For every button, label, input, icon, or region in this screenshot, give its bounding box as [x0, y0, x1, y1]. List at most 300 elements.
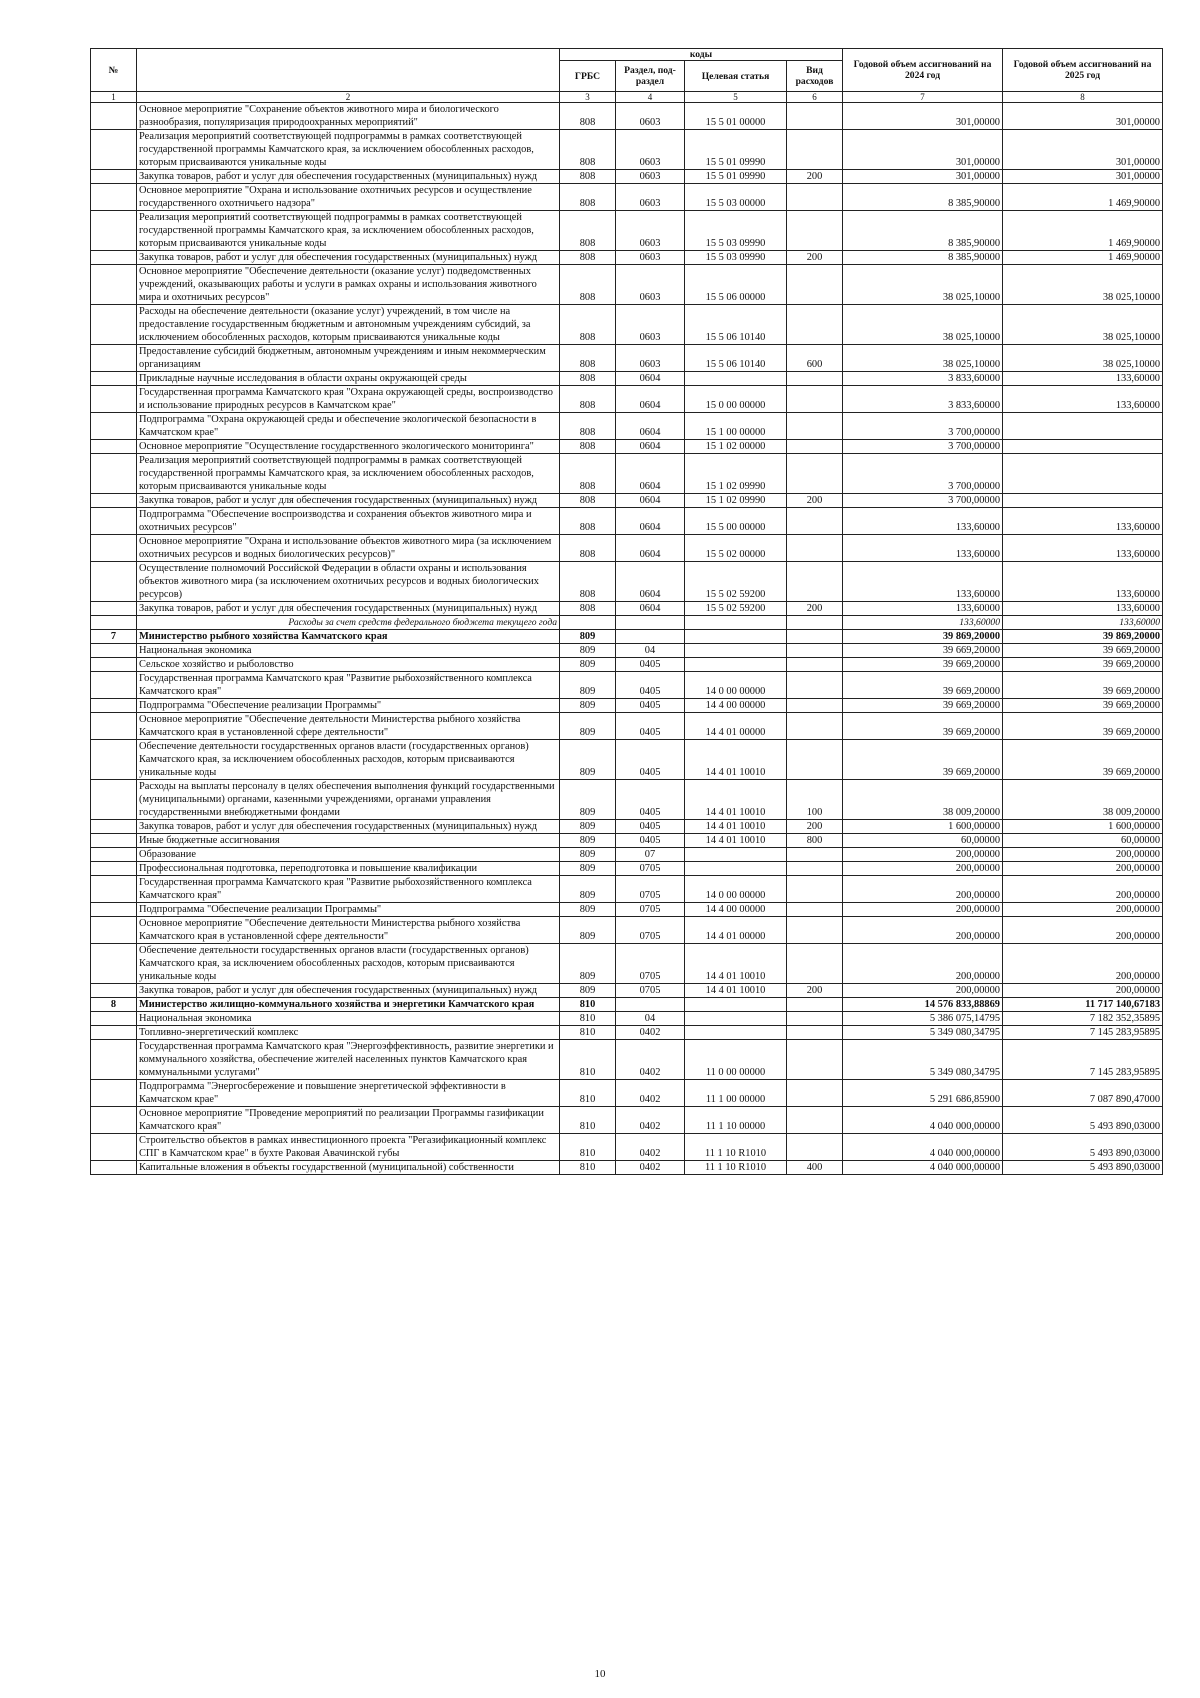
- header-index: 8: [1003, 92, 1163, 103]
- grbs-cell: 808: [560, 372, 616, 386]
- grbs-cell: 809: [560, 672, 616, 699]
- row-number-cell: [91, 345, 137, 372]
- amount-2024-cell: 38 025,10000: [843, 305, 1003, 345]
- amount-2025-cell: 5 493 890,03000: [1003, 1161, 1163, 1175]
- grbs-cell: 809: [560, 713, 616, 740]
- row-number-cell: [91, 508, 137, 535]
- expense-type-cell: [787, 130, 843, 170]
- expense-type-cell: [787, 917, 843, 944]
- row-number-cell: [91, 1107, 137, 1134]
- row-number-cell: [91, 658, 137, 672]
- razdel-cell: 0405: [616, 740, 685, 780]
- razdel-cell: 04: [616, 1012, 685, 1026]
- razdel-cell: 0405: [616, 672, 685, 699]
- grbs-cell: 808: [560, 251, 616, 265]
- row-name-cell: Иные бюджетные ассигнования: [137, 834, 560, 848]
- amount-2025-cell: 39 669,20000: [1003, 672, 1163, 699]
- razdel-cell: 0604: [616, 508, 685, 535]
- amount-2025-cell: 200,00000: [1003, 876, 1163, 903]
- expense-type-cell: [787, 1040, 843, 1080]
- amount-2024-cell: 39 669,20000: [843, 672, 1003, 699]
- row-number-cell: [91, 740, 137, 780]
- target-article-cell: 14 0 00 00000: [685, 672, 787, 699]
- amount-2025-cell: 39 669,20000: [1003, 740, 1163, 780]
- expense-type-cell: 200: [787, 170, 843, 184]
- grbs-cell: 809: [560, 862, 616, 876]
- expense-type-cell: 200: [787, 820, 843, 834]
- row-number-cell: [91, 820, 137, 834]
- row-name-cell: Основное мероприятие "Обеспечение деятельности Министерства рыбного хозяйства Камчатского края в установленной сфере деятельности": [137, 713, 560, 740]
- row-number-cell: [91, 848, 137, 862]
- target-article-cell: 15 5 03 09990: [685, 211, 787, 251]
- razdel-cell: 0603: [616, 103, 685, 130]
- target-article-cell: 15 5 02 00000: [685, 535, 787, 562]
- row-name-cell: Закупка товаров, работ и услуг для обеспечения государственных (муниципальных) нужд: [137, 602, 560, 616]
- razdel-cell: 0402: [616, 1026, 685, 1040]
- header-razdel: Раздел, под-раздел: [616, 61, 685, 92]
- row-name-cell: Подпрограмма "Охрана окружающей среды и обеспечение экологической безопасности в Камчатском крае": [137, 413, 560, 440]
- amount-2024-cell: 60,00000: [843, 834, 1003, 848]
- razdel-cell: 0603: [616, 345, 685, 372]
- amount-2025-cell: 7 145 283,95895: [1003, 1026, 1163, 1040]
- razdel-cell: 0603: [616, 251, 685, 265]
- target-article-cell: 11 1 10 R1010: [685, 1161, 787, 1175]
- row-name-cell: Закупка товаров, работ и услуг для обеспечения государственных (муниципальных) нужд: [137, 170, 560, 184]
- row-name-cell: Подпрограмма "Обеспечение реализации Программы": [137, 699, 560, 713]
- amount-2024-cell: 200,00000: [843, 944, 1003, 984]
- razdel-cell: 0405: [616, 713, 685, 740]
- table-row: [91, 944, 1163, 984]
- row-number-cell: [91, 917, 137, 944]
- grbs-cell: [560, 616, 616, 630]
- expense-type-cell: 400: [787, 1161, 843, 1175]
- grbs-cell: 809: [560, 944, 616, 984]
- amount-2024-cell: 301,00000: [843, 103, 1003, 130]
- amount-2024-cell: 39 669,20000: [843, 740, 1003, 780]
- row-number-cell: [91, 494, 137, 508]
- target-article-cell: 15 1 02 09990: [685, 454, 787, 494]
- target-article-cell: [685, 1026, 787, 1040]
- expense-type-cell: [787, 1134, 843, 1161]
- table-row: [91, 998, 1163, 1012]
- expense-type-cell: [787, 1026, 843, 1040]
- grbs-cell: 808: [560, 386, 616, 413]
- expense-type-cell: [787, 998, 843, 1012]
- amount-2025-cell: [1003, 413, 1163, 440]
- header-2025: Годовой объем ассигнований на 2025 год: [1003, 49, 1163, 92]
- row-number-cell: [91, 862, 137, 876]
- amount-2025-cell: 200,00000: [1003, 862, 1163, 876]
- amount-2025-cell: 39 869,20000: [1003, 630, 1163, 644]
- row-name-cell: Государственная программа Камчатского края "Развитие рыбохозяйственного комплекса Камчатского края": [137, 672, 560, 699]
- row-name-cell: Расходы за счет средств федерального бюджета текущего года: [137, 616, 560, 630]
- expense-type-cell: [787, 713, 843, 740]
- grbs-cell: 808: [560, 440, 616, 454]
- grbs-cell: 810: [560, 1134, 616, 1161]
- razdel-cell: 0604: [616, 562, 685, 602]
- row-number-cell: [91, 834, 137, 848]
- table-row: [91, 413, 1163, 440]
- grbs-cell: 809: [560, 876, 616, 903]
- table-row: [91, 1107, 1163, 1134]
- razdel-cell: 0705: [616, 903, 685, 917]
- amount-2024-cell: 39 669,20000: [843, 658, 1003, 672]
- row-name-cell: Сельское хозяйство и рыболовство: [137, 658, 560, 672]
- row-name-cell: Подпрограмма "Энергосбережение и повышение энергетической эффективности в Камчатском крае": [137, 1080, 560, 1107]
- amount-2024-cell: 200,00000: [843, 862, 1003, 876]
- header-index: 2: [137, 92, 560, 103]
- table-row: [91, 834, 1163, 848]
- table-row: [91, 984, 1163, 998]
- amount-2024-cell: 14 576 833,88869: [843, 998, 1003, 1012]
- row-name-cell: Осуществление полномочий Российской Федерации в области охраны и использования объектов животного мира (за исключением охотничьих ресурсов и водных биологических ресурсов): [137, 562, 560, 602]
- table-row: [91, 265, 1163, 305]
- expense-type-cell: [787, 644, 843, 658]
- table-row: [91, 1080, 1163, 1107]
- amount-2024-cell: 133,60000: [843, 508, 1003, 535]
- target-article-cell: 14 4 01 10010: [685, 834, 787, 848]
- grbs-cell: 808: [560, 535, 616, 562]
- row-name-cell: Расходы на выплаты персоналу в целях обеспечения выполнения функций государственными (муниципальными) органами, казенными учреждениями, органами управления государственными внебюджетными фондами: [137, 780, 560, 820]
- amount-2024-cell: 3 700,00000: [843, 454, 1003, 494]
- expense-type-cell: [787, 305, 843, 345]
- amount-2024-cell: 200,00000: [843, 903, 1003, 917]
- target-article-cell: 15 1 02 09990: [685, 494, 787, 508]
- amount-2025-cell: 39 669,20000: [1003, 644, 1163, 658]
- target-article-cell: 11 0 00 00000: [685, 1040, 787, 1080]
- amount-2025-cell: 200,00000: [1003, 984, 1163, 998]
- row-number-cell: [91, 170, 137, 184]
- target-article-cell: [685, 862, 787, 876]
- expense-type-cell: 100: [787, 780, 843, 820]
- table-row: [91, 130, 1163, 170]
- razdel-cell: 0402: [616, 1161, 685, 1175]
- target-article-cell: [685, 630, 787, 644]
- row-name-cell: Национальная экономика: [137, 1012, 560, 1026]
- grbs-cell: 810: [560, 1012, 616, 1026]
- amount-2024-cell: 38 009,20000: [843, 780, 1003, 820]
- amount-2024-cell: 8 385,90000: [843, 211, 1003, 251]
- target-article-cell: 14 4 01 00000: [685, 917, 787, 944]
- amount-2025-cell: 11 717 140,67183: [1003, 998, 1163, 1012]
- row-number-cell: [91, 699, 137, 713]
- amount-2025-cell: 200,00000: [1003, 917, 1163, 944]
- amount-2025-cell: 38 009,20000: [1003, 780, 1163, 820]
- row-number-cell: [91, 130, 137, 170]
- amount-2025-cell: 60,00000: [1003, 834, 1163, 848]
- amount-2025-cell: 1 469,90000: [1003, 184, 1163, 211]
- row-number-cell: [91, 1012, 137, 1026]
- target-article-cell: [685, 1012, 787, 1026]
- amount-2024-cell: 39 669,20000: [843, 713, 1003, 740]
- grbs-cell: 808: [560, 130, 616, 170]
- row-number-cell: [91, 644, 137, 658]
- grbs-cell: 809: [560, 740, 616, 780]
- row-name-cell: Государственная программа Камчатского края "Энергоэффективность, развитие энергетики и коммунального хозяйства, обеспечение жителей населенных пунктов Камчатского края коммунальными услугами": [137, 1040, 560, 1080]
- target-article-cell: 14 4 01 10010: [685, 780, 787, 820]
- row-number-cell: [91, 602, 137, 616]
- grbs-cell: 809: [560, 820, 616, 834]
- target-article-cell: 11 1 00 00000: [685, 1080, 787, 1107]
- razdel-cell: 0705: [616, 984, 685, 998]
- grbs-cell: 808: [560, 170, 616, 184]
- target-article-cell: 14 4 01 00000: [685, 713, 787, 740]
- razdel-cell: 0603: [616, 130, 685, 170]
- row-name-cell: Закупка товаров, работ и услуг для обеспечения государственных (муниципальных) нужд: [137, 494, 560, 508]
- row-name-cell: Прикладные научные исследования в области охраны окружающей среды: [137, 372, 560, 386]
- grbs-cell: 809: [560, 644, 616, 658]
- header-2024: Годовой объем ассигнований на 2024 год: [843, 49, 1003, 92]
- table-row: [91, 494, 1163, 508]
- table-row: [91, 170, 1163, 184]
- target-article-cell: [685, 658, 787, 672]
- table-row: [91, 1012, 1163, 1026]
- table-row: [91, 658, 1163, 672]
- target-article-cell: 15 5 03 00000: [685, 184, 787, 211]
- amount-2024-cell: 5 349 080,34795: [843, 1026, 1003, 1040]
- row-name-cell: Реализация мероприятий соответствующей подпрограммы в рамках соответствующей государственной программы Камчатского края, за исключением обособленных расходов, которым присваиваются уникальные коды: [137, 454, 560, 494]
- razdel-cell: 0604: [616, 440, 685, 454]
- expense-type-cell: [787, 862, 843, 876]
- row-number-cell: [91, 440, 137, 454]
- grbs-cell: 810: [560, 1040, 616, 1080]
- row-name-cell: Строительство объектов в рамках инвестиционного проекта "Регазификационный комплекс СПГ в Камчатском крае" в бухте Раковая Авачинской губы: [137, 1134, 560, 1161]
- razdel-cell: 0705: [616, 944, 685, 984]
- target-article-cell: 15 1 02 00000: [685, 440, 787, 454]
- target-article-cell: 14 4 01 10010: [685, 984, 787, 998]
- table-row: [91, 616, 1163, 630]
- amount-2025-cell: 301,00000: [1003, 130, 1163, 170]
- target-article-cell: [685, 998, 787, 1012]
- row-name-cell: Подпрограмма "Обеспечение воспроизводства и сохранения объектов животного мира и охотничьих ресурсов": [137, 508, 560, 535]
- grbs-cell: 808: [560, 413, 616, 440]
- grbs-cell: 809: [560, 984, 616, 998]
- expense-type-cell: [787, 944, 843, 984]
- amount-2024-cell: 38 025,10000: [843, 265, 1003, 305]
- grbs-cell: 809: [560, 630, 616, 644]
- amount-2025-cell: 200,00000: [1003, 848, 1163, 862]
- razdel-cell: 04: [616, 644, 685, 658]
- amount-2025-cell: 39 669,20000: [1003, 699, 1163, 713]
- amount-2025-cell: 7 182 352,35895: [1003, 1012, 1163, 1026]
- target-article-cell: 15 0 00 00000: [685, 386, 787, 413]
- expense-type-cell: [787, 903, 843, 917]
- row-number-cell: [91, 535, 137, 562]
- razdel-cell: 0603: [616, 305, 685, 345]
- expense-type-cell: 600: [787, 345, 843, 372]
- amount-2024-cell: 8 385,90000: [843, 251, 1003, 265]
- row-number-cell: [91, 616, 137, 630]
- table-row: [91, 440, 1163, 454]
- expense-type-cell: [787, 562, 843, 602]
- table-row: [91, 862, 1163, 876]
- amount-2024-cell: 301,00000: [843, 130, 1003, 170]
- razdel-cell: 0405: [616, 780, 685, 820]
- grbs-cell: 810: [560, 1161, 616, 1175]
- razdel-cell: 0402: [616, 1107, 685, 1134]
- expense-type-cell: [787, 265, 843, 305]
- table-row: [91, 211, 1163, 251]
- expense-type-cell: 200: [787, 984, 843, 998]
- amount-2024-cell: 3 833,60000: [843, 386, 1003, 413]
- row-number-cell: [91, 386, 137, 413]
- table-row: [91, 848, 1163, 862]
- expense-type-cell: [787, 1080, 843, 1107]
- grbs-cell: 808: [560, 211, 616, 251]
- razdel-cell: 0603: [616, 265, 685, 305]
- razdel-cell: 0604: [616, 372, 685, 386]
- amount-2025-cell: 133,60000: [1003, 616, 1163, 630]
- target-article-cell: 15 5 03 09990: [685, 251, 787, 265]
- table-row: [91, 184, 1163, 211]
- header-index-row: [91, 92, 1163, 103]
- target-article-cell: 15 5 01 00000: [685, 103, 787, 130]
- row-number-cell: [91, 562, 137, 602]
- expense-type-cell: [787, 184, 843, 211]
- amount-2025-cell: [1003, 454, 1163, 494]
- razdel-cell: 0402: [616, 1080, 685, 1107]
- row-name-cell: Основное мероприятие "Проведение мероприятий по реализации Программы газификации Камчатского края": [137, 1107, 560, 1134]
- amount-2024-cell: 38 025,10000: [843, 345, 1003, 372]
- row-name-cell: Реализация мероприятий соответствующей подпрограммы в рамках соответствующей государственной программы Камчатского края, за исключением обособленных расходов, которым присваиваются уникальные коды: [137, 211, 560, 251]
- grbs-cell: 809: [560, 780, 616, 820]
- table-row: [91, 1161, 1163, 1175]
- row-name-cell: Основное мероприятие "Обеспечение деятельности (оказание услуг) подведомственных учреждений, оказывающих работы и услуги в рамках охраны и использования животного мира и охотничьих ресурсов": [137, 265, 560, 305]
- row-name-cell: Капитальные вложения в объекты государственной (муниципальной) собственности: [137, 1161, 560, 1175]
- row-name-cell: Обеспечение деятельности государственных органов власти (государственных органов) Камчатского края, за исключением обособленных расходов, которым присваиваются уникальные коды: [137, 740, 560, 780]
- expense-type-cell: [787, 413, 843, 440]
- header-num: №: [91, 49, 137, 92]
- table-row: [91, 345, 1163, 372]
- amount-2024-cell: 301,00000: [843, 170, 1003, 184]
- amount-2025-cell: 301,00000: [1003, 103, 1163, 130]
- row-number-cell: [91, 944, 137, 984]
- expense-type-cell: [787, 372, 843, 386]
- table-row: [91, 644, 1163, 658]
- grbs-cell: 809: [560, 834, 616, 848]
- target-article-cell: 11 1 10 00000: [685, 1107, 787, 1134]
- amount-2024-cell: 4 040 000,00000: [843, 1161, 1003, 1175]
- table-row: [91, 699, 1163, 713]
- expense-type-cell: [787, 386, 843, 413]
- grbs-cell: 808: [560, 265, 616, 305]
- target-article-cell: 14 4 01 10010: [685, 944, 787, 984]
- amount-2024-cell: 3 700,00000: [843, 440, 1003, 454]
- razdel-cell: [616, 630, 685, 644]
- header-codes: коды: [560, 49, 843, 61]
- table-row: [91, 917, 1163, 944]
- header-statya: Целевая статья: [685, 61, 787, 92]
- grbs-cell: 808: [560, 494, 616, 508]
- amount-2024-cell: 5 291 686,85900: [843, 1080, 1003, 1107]
- row-number-cell: [91, 903, 137, 917]
- table-header: [91, 49, 1163, 103]
- header-index: 7: [843, 92, 1003, 103]
- row-name-cell: Подпрограмма "Обеспечение реализации Программы": [137, 903, 560, 917]
- target-article-cell: 14 4 01 10010: [685, 740, 787, 780]
- amount-2024-cell: 200,00000: [843, 848, 1003, 862]
- target-article-cell: 15 5 06 10140: [685, 305, 787, 345]
- expense-type-cell: [787, 848, 843, 862]
- grbs-cell: 809: [560, 848, 616, 862]
- budget-table: [90, 48, 1163, 1175]
- table-row: [91, 103, 1163, 130]
- target-article-cell: 15 5 00 00000: [685, 508, 787, 535]
- table-row: [91, 305, 1163, 345]
- razdel-cell: 0705: [616, 862, 685, 876]
- table-row: [91, 1026, 1163, 1040]
- razdel-cell: 07: [616, 848, 685, 862]
- grbs-cell: 810: [560, 1080, 616, 1107]
- row-name-cell: Закупка товаров, работ и услуг для обеспечения государственных (муниципальных) нужд: [137, 984, 560, 998]
- grbs-cell: 808: [560, 562, 616, 602]
- razdel-cell: 0405: [616, 658, 685, 672]
- grbs-cell: 808: [560, 454, 616, 494]
- table-row: [91, 454, 1163, 494]
- target-article-cell: 15 5 02 59200: [685, 562, 787, 602]
- grbs-cell: 808: [560, 345, 616, 372]
- target-article-cell: 14 4 00 00000: [685, 699, 787, 713]
- expense-type-cell: 800: [787, 834, 843, 848]
- amount-2024-cell: 39 669,20000: [843, 699, 1003, 713]
- amount-2024-cell: 200,00000: [843, 917, 1003, 944]
- table-row: [91, 251, 1163, 265]
- amount-2024-cell: 133,60000: [843, 535, 1003, 562]
- header-index: 1: [91, 92, 137, 103]
- grbs-cell: 808: [560, 508, 616, 535]
- table-row: [91, 372, 1163, 386]
- amount-2025-cell: 133,60000: [1003, 562, 1163, 602]
- row-number-cell: [91, 211, 137, 251]
- amount-2025-cell: 200,00000: [1003, 944, 1163, 984]
- table-row: [91, 535, 1163, 562]
- razdel-cell: 0603: [616, 184, 685, 211]
- expense-type-cell: [787, 508, 843, 535]
- grbs-cell: 808: [560, 602, 616, 616]
- amount-2025-cell: 38 025,10000: [1003, 345, 1163, 372]
- amount-2025-cell: 133,60000: [1003, 535, 1163, 562]
- row-number-cell: [91, 103, 137, 130]
- row-number-cell: [91, 876, 137, 903]
- row-number-cell: [91, 265, 137, 305]
- target-article-cell: 14 0 00 00000: [685, 876, 787, 903]
- razdel-cell: 0705: [616, 876, 685, 903]
- amount-2025-cell: 7 087 890,47000: [1003, 1080, 1163, 1107]
- table-row: [91, 630, 1163, 644]
- row-name-cell: Обеспечение деятельности государственных органов власти (государственных органов) Камчатского края, за исключением обособленных расходов, которым присваиваются уникальные коды: [137, 944, 560, 984]
- header-name: [137, 49, 560, 92]
- expense-type-cell: [787, 672, 843, 699]
- razdel-cell: 0604: [616, 386, 685, 413]
- row-number-cell: [91, 454, 137, 494]
- row-name-cell: Закупка товаров, работ и услуг для обеспечения государственных (муниципальных) нужд: [137, 820, 560, 834]
- razdel-cell: 0705: [616, 917, 685, 944]
- amount-2024-cell: 200,00000: [843, 984, 1003, 998]
- table-row: [91, 780, 1163, 820]
- row-number-cell: [91, 1161, 137, 1175]
- amount-2025-cell: 133,60000: [1003, 602, 1163, 616]
- grbs-cell: 808: [560, 305, 616, 345]
- header-index: 3: [560, 92, 616, 103]
- expense-type-cell: [787, 699, 843, 713]
- target-article-cell: 15 5 02 59200: [685, 602, 787, 616]
- grbs-cell: 808: [560, 103, 616, 130]
- amount-2024-cell: 200,00000: [843, 876, 1003, 903]
- amount-2025-cell: 38 025,10000: [1003, 305, 1163, 345]
- amount-2025-cell: 1 469,90000: [1003, 211, 1163, 251]
- expense-type-cell: [787, 103, 843, 130]
- target-article-cell: 14 4 01 10010: [685, 820, 787, 834]
